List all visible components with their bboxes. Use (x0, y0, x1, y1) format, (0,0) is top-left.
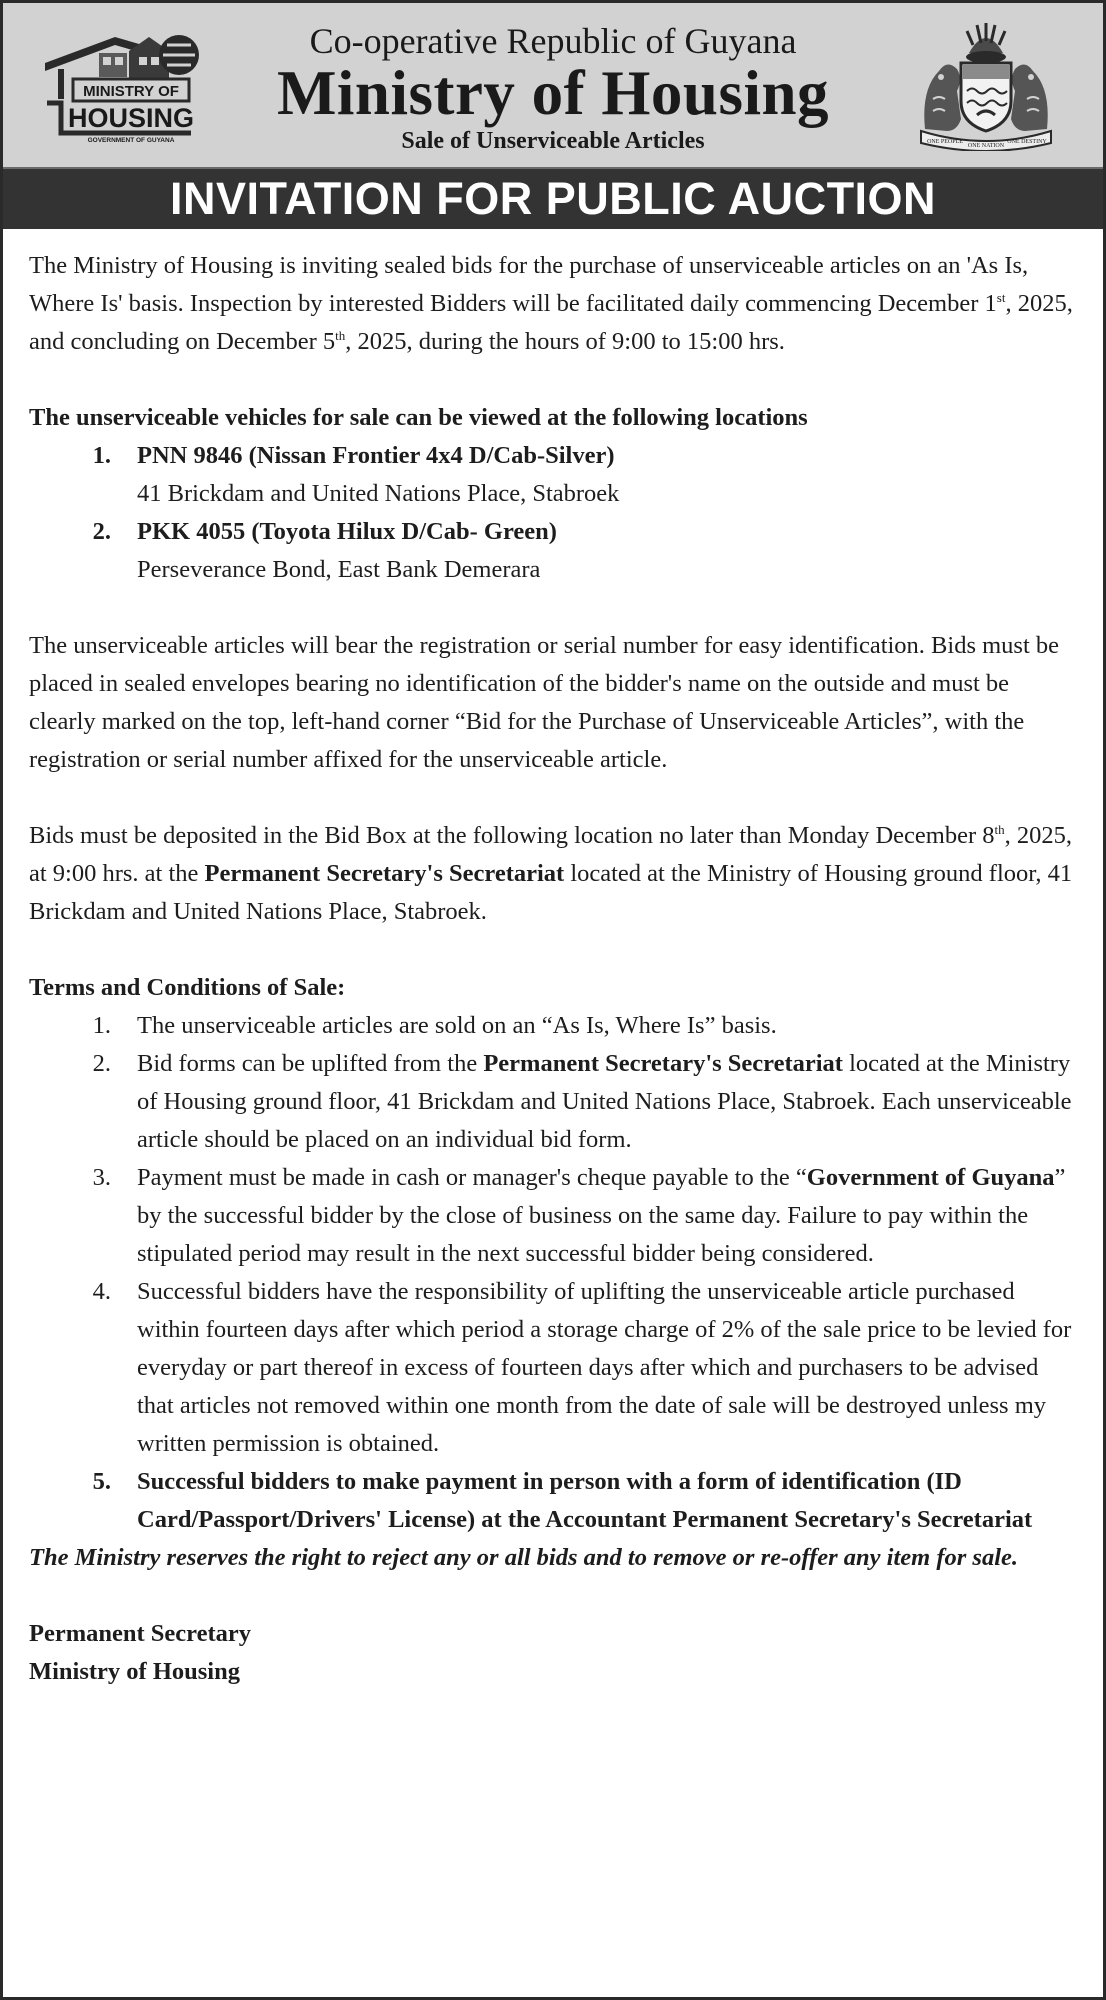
intro-paragraph (29, 247, 1077, 361)
term-5-text: Successful bidders to make payment in person with a form of identification (ID Card/Passport/Drivers' License) at the Accountant Permanent Secretary's Secretariat (137, 1468, 1033, 1533)
list-item (29, 1273, 1077, 1463)
vehicle-1-location: 41 Brickdam and United Nations Place, Stabroek (137, 480, 620, 507)
logo-line3: GOVERNMENT OF GUYANA (87, 137, 175, 144)
header-titles (203, 21, 903, 155)
intro-sup-2: th (335, 327, 346, 343)
term-4-number: 4. (92, 1278, 111, 1305)
term-2-number: 2. (92, 1050, 111, 1077)
masthead (3, 3, 1103, 169)
intro-text-2: , 2025, and concluding on December 5 (29, 290, 1073, 355)
list-item (29, 1159, 1077, 1273)
reservation-statement: The Ministry reserves the right to reject any or all bids and to remove or re-offer any item for sale. (29, 1544, 1019, 1571)
term-3-number: 3. (92, 1164, 111, 1191)
notice-body (3, 229, 1103, 1691)
deposit-text-2: , 2025, at 9:00 hrs. at the (29, 822, 1073, 887)
vehicle-2-number: 2. (92, 518, 111, 545)
list-item (29, 513, 1077, 589)
ministry-title: Ministry of Housing (276, 58, 830, 128)
crest-motto-mid: ONE NATION (967, 143, 1005, 149)
term-4-text: Successful bidders have the responsibility of uplifting the unserviceable article purchased within fourteen days after which period a storage charge of 2% of the sale price to be levied for everyday or part thereof in excess of fourteen days after which and purchasers to be advised that articles not removed within one month from the date of sale will be destroyed unless my written permission is obtained. (137, 1278, 1072, 1457)
vehicle-list (29, 437, 1077, 589)
sale-subtitle: Sale of Unserviceable Articles (401, 128, 705, 154)
list-item (29, 1463, 1077, 1539)
ministry-of-housing-logo (37, 29, 207, 147)
vehicles-heading: The unserviceable vehicles for sale can be viewed at the following locations (29, 404, 808, 431)
coat-of-arms-icon (917, 19, 1055, 151)
logo-line2: HOUSING (67, 103, 195, 133)
vehicle-1-title: PNN 9846 (Nissan Frontier 4x4 D/Cab-Silver) (137, 442, 615, 469)
term-1-text: The unserviceable articles are sold on an “As Is, Where Is” basis. (137, 1012, 777, 1039)
term-2-secretariat: Permanent Secretary's Secretariat (483, 1050, 843, 1077)
term-3-text-1: Payment must be made in cash or manager's cheque payable to the “ (137, 1164, 807, 1191)
term-2-text-2: located at the Ministry of Housing ground floor, 41 Brickdam and United Nations Place, Stabroek. Each unserviceable article should be placed on an individual bid form. (137, 1050, 1072, 1153)
republic-title: Co-operative Republic of Guyana (309, 21, 797, 61)
terms-list (29, 1007, 1077, 1539)
deposit-paragraph (29, 817, 1077, 931)
identification-paragraph: The unserviceable articles will bear the registration or serial number for easy identification. Bids must be placed in sealed envelopes bearing no identification of the bidder's name on the outside and must be clearly marked on the top, left-hand corner “Bid for the Purchase of Unserviceable Articles”, with the registration or serial number affixed for the unserviceable article. (29, 632, 1060, 773)
deposit-sup: th (994, 821, 1005, 837)
term-1-number: 1. (92, 1012, 111, 1039)
intro-text-3: , 2025, during the hours of 9:00 to 15:00 hrs. (345, 328, 785, 355)
term-3-text-2: ” by the successful bidder by the close of business on the same day. Failure to pay within the stipulated period may result in the next successful bidder being considered. (137, 1164, 1066, 1267)
signature-ministry: Ministry of Housing (29, 1658, 240, 1685)
term-3-government: Government of Guyana (806, 1164, 1055, 1191)
deposit-secretariat: Permanent Secretary's Secretariat (204, 860, 565, 887)
vehicle-2-location: Perseverance Bond, East Bank Demerara (137, 556, 541, 583)
list-item (29, 437, 1077, 513)
intro-text-1: The Ministry of Housing is inviting sealed bids for the purchase of unserviceable articles on an 'As Is, Where Is' basis. Inspection by interested Bidders will be facilitated daily commencing December 1 (29, 252, 1029, 317)
term-2-text-1: Bid forms can be uplifted from the (137, 1050, 484, 1077)
crest-motto-left: ONE PEOPLE (927, 139, 963, 145)
logo-line1: MINISTRY OF (83, 83, 179, 100)
list-item (29, 1045, 1077, 1159)
intro-sup-1: st (996, 289, 1006, 305)
terms-heading: Terms and Conditions of Sale: (29, 974, 346, 1001)
crest-motto-right: ONE DESTINY (1007, 139, 1047, 145)
signature-title: Permanent Secretary (29, 1620, 251, 1647)
term-5-number: 5. (92, 1468, 111, 1495)
vehicle-1-number: 1. (92, 442, 111, 469)
list-item (29, 1007, 1077, 1045)
deposit-text-1: Bids must be deposited in the Bid Box at the following location no later than Monday December 8 (29, 822, 995, 849)
auction-banner: INVITATION FOR PUBLIC AUCTION (3, 169, 1103, 229)
deposit-text-3: located at the Ministry of Housing ground floor, 41 Brickdam and United Nations Place, Stabroek. (29, 860, 1073, 925)
vehicle-2-title: PKK 4055 (Toyota Hilux D/Cab- Green) (137, 518, 557, 545)
